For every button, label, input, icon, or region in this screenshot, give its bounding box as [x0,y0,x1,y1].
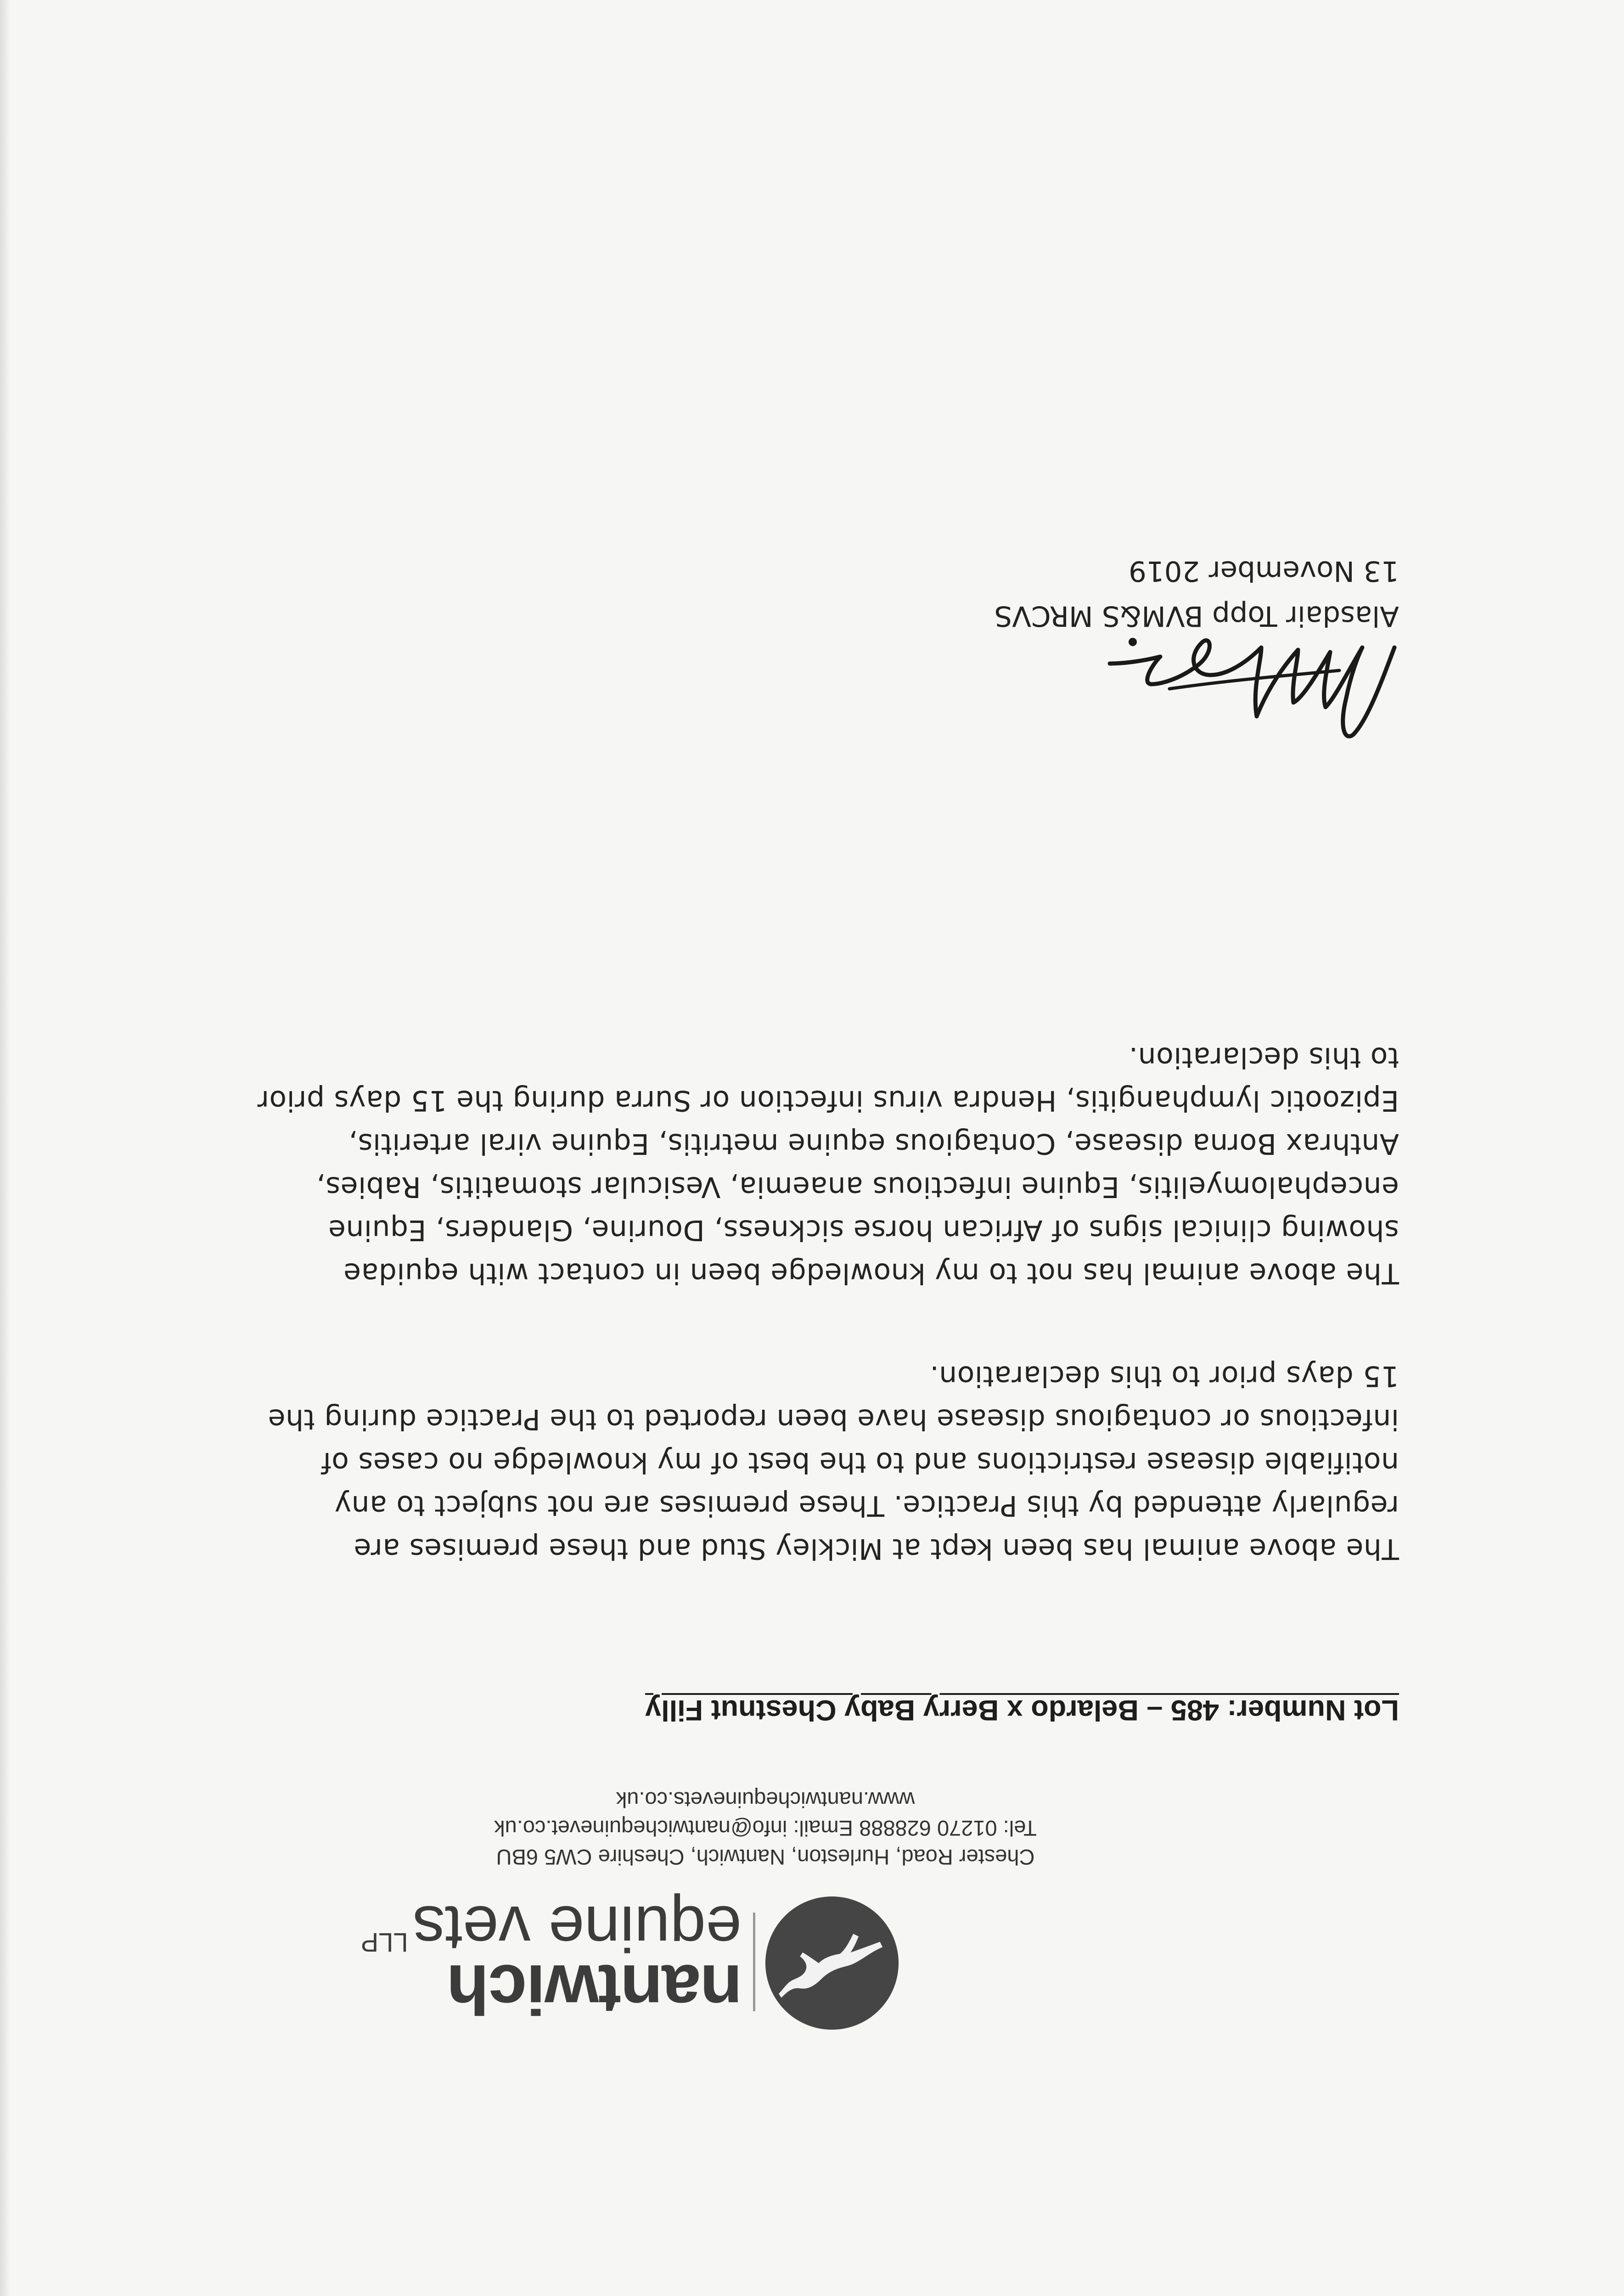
horse-icon [765,1896,899,2030]
address-line: Chester Road, Hurleston, Nantwich, Cheshire CW5 6BU [496,1845,1035,1869]
lot-heading: Lot Number: 485 – Belardo x Berry Baby Chestnut Filly [645,1694,1399,1726]
website-line: www.nantwichequinevets.co.uk [616,1788,915,1812]
premises-declaration-paragraph [182,1355,1399,1570]
paragraph-line: notifiable disease restrictions and to the best of my knowledge no cases of [321,1446,1399,1479]
practice-suffix: LLP [360,1927,408,1957]
logo-divider [753,1913,755,2011]
paragraph-line: Anthrax Borna disease, Contagious equine metritis, Equine viral arteritis, [348,1127,1399,1160]
paragraph-line: Epizootic lymphangitis, Hendra virus infection or Surra during the 15 days prior [257,1084,1399,1117]
paragraph-line: infectious or contagious disease have been reported to the Practice during the [268,1402,1399,1436]
signer-name: Alasdair Topp BVM&S MRCVS [994,600,1399,632]
paragraph-line: regularly attended by this Practice. These premises are not subject to any [334,1489,1399,1522]
paragraph-line: The above animal has not to my knowledge been in contact with equidae [343,1257,1399,1290]
practice-name: nantwich [447,1950,742,2028]
contact-declaration-paragraph [182,1035,1399,1295]
practice-tagline-text: equine vets [412,1893,742,1965]
paragraph-line: showing clinical signs of African horse sickness, Dourine, Glanders, Equine [328,1213,1399,1247]
contact-line: Tel: 01270 628888 Email: info@nantwichequinevet.co.uk [494,1816,1037,1841]
practice-logo [360,1893,899,2030]
practice-tagline [360,1893,742,1965]
signature-date: 13 November 2019 [1129,555,1399,588]
paragraph-line: to this declaration. [1129,1041,1399,1074]
scan-edge-shadow [0,0,10,2296]
signer-block [995,549,1399,638]
paragraph-line: The above animal has been kept at Mickley Stud and these premises are [354,1532,1399,1565]
paragraph-line: encephalomyelitis, Equine infectious anaemia, Vesicular stomatitis, Rabies, [316,1170,1399,1204]
letterhead-address-block [421,1785,1110,1872]
paragraph-line: 15 days prior to this declaration. [929,1359,1399,1393]
